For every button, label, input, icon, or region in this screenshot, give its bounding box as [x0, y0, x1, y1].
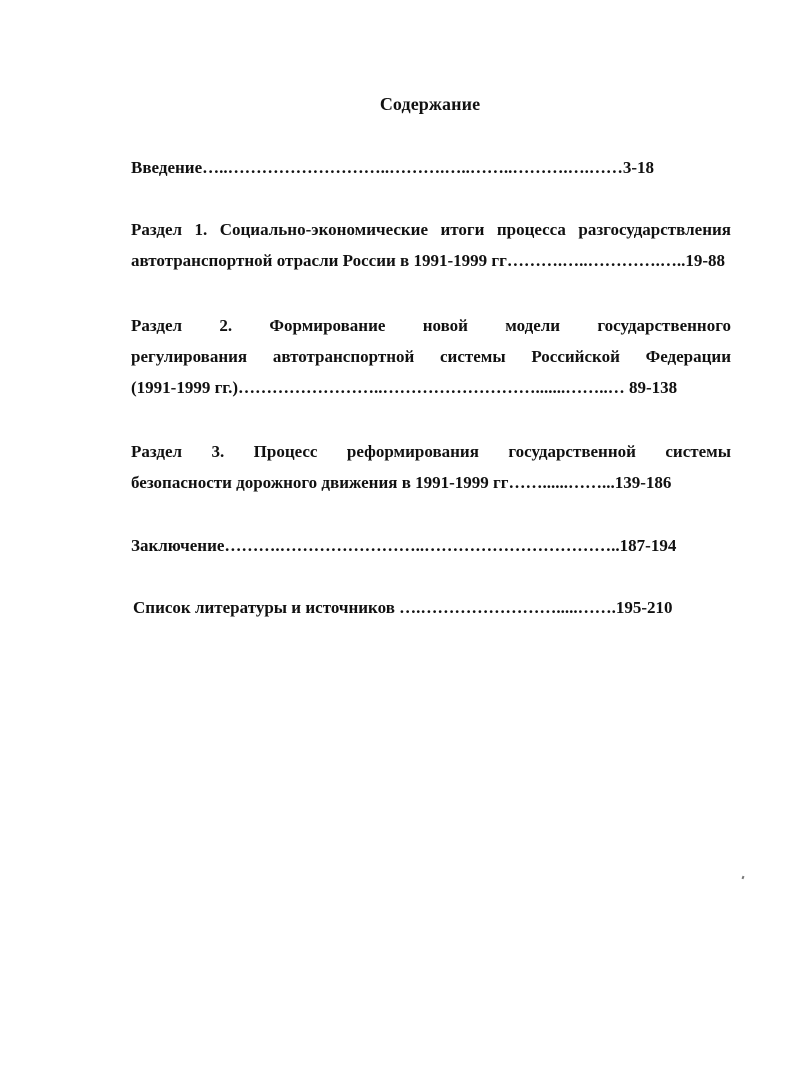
toc-line: безопасности дорожного движения в 1991-1999 гг……......……...139-186 — [131, 473, 672, 492]
toc-line: Список литературы и источников ….…………………….....…….195-210 — [133, 598, 673, 617]
toc-line: регулирования автотранспортной системы Российской Федерации — [131, 347, 731, 366]
page-title: Содержание — [379, 94, 481, 114]
toc-entry-section-3 — [131, 436, 731, 498]
toc-line: Раздел 3. Процесс реформирования государственной системы — [131, 442, 731, 461]
toc-line: Заключение……….……………………..……………………………..187-194 — [131, 536, 677, 555]
scan-speck — [742, 876, 745, 880]
toc-entry-bibliography — [133, 592, 729, 623]
toc-line: Раздел 2. Формирование новой модели государственного — [131, 316, 731, 335]
toc-line: Раздел 1. Социально-экономические итоги процесса разгосударствления — [131, 220, 731, 239]
toc-entry-section-2 — [131, 310, 731, 403]
toc-entry-conclusion — [131, 530, 731, 561]
toc-entry-section-1 — [131, 214, 731, 276]
toc-line: Введение…..………………………..……….…..……..……….….……3-18 — [131, 158, 655, 177]
toc-line: (1991-1999 гг.)……………………..……………………….......……..… 89-138 — [131, 378, 678, 397]
toc-line: автотранспортной отрасли России в 1991-1999 гг……….…..………….…..19-88 — [131, 251, 725, 270]
toc-entry-introduction — [131, 152, 731, 183]
